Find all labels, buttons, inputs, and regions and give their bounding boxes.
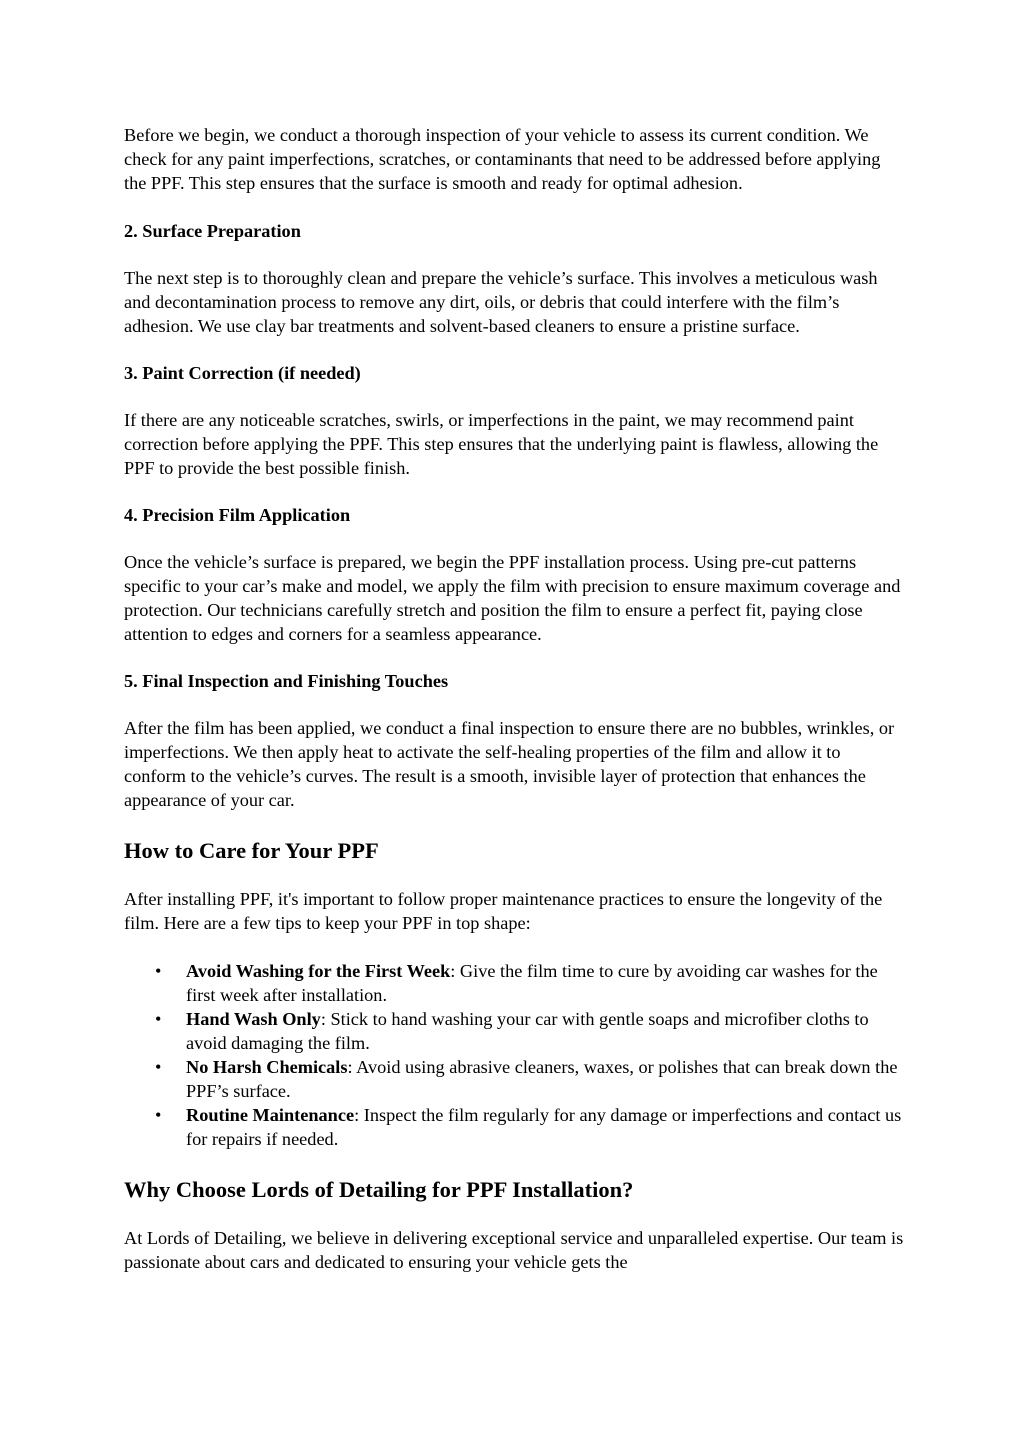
section-heading-care: How to Care for Your PPF: [124, 838, 379, 863]
tip-text: : Avoid using abrasive cleaners, waxes, or polishes that can break down the PPF’s surface.: [186, 1057, 898, 1101]
step-final-inspection: [124, 669, 904, 812]
step-heading: 2. Surface Preparation: [124, 221, 301, 241]
list-item: [124, 1007, 904, 1055]
step-heading: 5. Final Inspection and Finishing Touches: [124, 671, 449, 691]
list-item: [124, 959, 904, 1007]
step-heading: 3. Paint Correction (if needed): [124, 363, 361, 383]
tip-title: No Harsh Chemicals: [186, 1057, 348, 1077]
bullet-icon: •: [155, 1009, 162, 1029]
care-paragraph: After installing PPF, it's important to follow proper maintenance practices to ensure the longevity of the film. Here are a few tips to keep your PPF in top shape:: [124, 889, 883, 933]
step-paragraph: If there are any noticeable scratches, swirls, or imperfections in the paint, we may recommend paint correction before applying the PPF. This step ensures that the underlying paint is flawless, allowing the PPF to provide the best possible finish.: [124, 410, 879, 478]
tip-text: : Inspect the film regularly for any damage or imperfections and contact us for repairs if needed.: [186, 1105, 902, 1149]
document-page: [124, 123, 904, 1298]
tip-text: : Stick to hand washing your car with gentle soaps and microfiber cloths to avoid damaging the film.: [186, 1009, 869, 1053]
tip-title: Routine Maintenance: [186, 1105, 355, 1125]
step-film-application: [124, 503, 904, 646]
step-paragraph: The next step is to thoroughly clean and prepare the vehicle’s surface. This involves a meticulous wash and decontamination process to remove any dirt, oils, or debris that could interfere with the film’s adhesion. We use clay bar treatments and solvent-based cleaners to ensure a pristine surface.: [124, 268, 878, 336]
tip-title: Avoid Washing for the First Week: [186, 961, 451, 981]
step-paragraph: Once the vehicle’s surface is prepared, we begin the PPF installation process. Using pre-cut patterns specific to your car’s make and model, we apply the film with precision to ensure maximum coverage and protection. Our technicians carefully stretch and position the film to ensure a perfect fit, paying close attention to edges and corners for a seamless appearance.: [124, 552, 901, 644]
step-paragraph: After the film has been applied, we conduct a final inspection to ensure there are no bubbles, wrinkles, or imperfections. We then apply heat to activate the self-healing properties of the film and allow it to conform to the vehicle’s curves. The result is a smooth, invisible layer of protection that enhances the appearance of your car.: [124, 718, 895, 810]
bullet-icon: •: [155, 961, 162, 981]
bullet-icon: •: [155, 1105, 162, 1125]
step-paint-correction: [124, 361, 904, 480]
step-heading: 4. Precision Film Application: [124, 505, 351, 525]
intro-paragraph: Before we begin, we conduct a thorough inspection of your vehicle to assess its current condition. We check for any paint imperfections, scratches, or contaminants that need to be addressed before applying the PPF. This step ensures that the surface is smooth and ready for optimal adhesion.: [124, 125, 881, 193]
why-paragraph: At Lords of Detailing, we believe in delivering exceptional service and unparalleled expertise. Our team is passionate about cars and dedicated to ensuring your vehicle gets the: [124, 1228, 904, 1272]
care-tips-list: [124, 959, 904, 1151]
bullet-icon: •: [155, 1057, 162, 1077]
step-surface-preparation: [124, 219, 904, 338]
list-item: [124, 1103, 904, 1151]
section-heading-why: Why Choose Lords of Detailing for PPF Installation?: [124, 1177, 634, 1202]
tip-text: : Give the film time to cure by avoiding car washes for the first week after installation.: [186, 961, 878, 1005]
list-item: [124, 1055, 904, 1103]
tip-title: Hand Wash Only: [186, 1009, 321, 1029]
